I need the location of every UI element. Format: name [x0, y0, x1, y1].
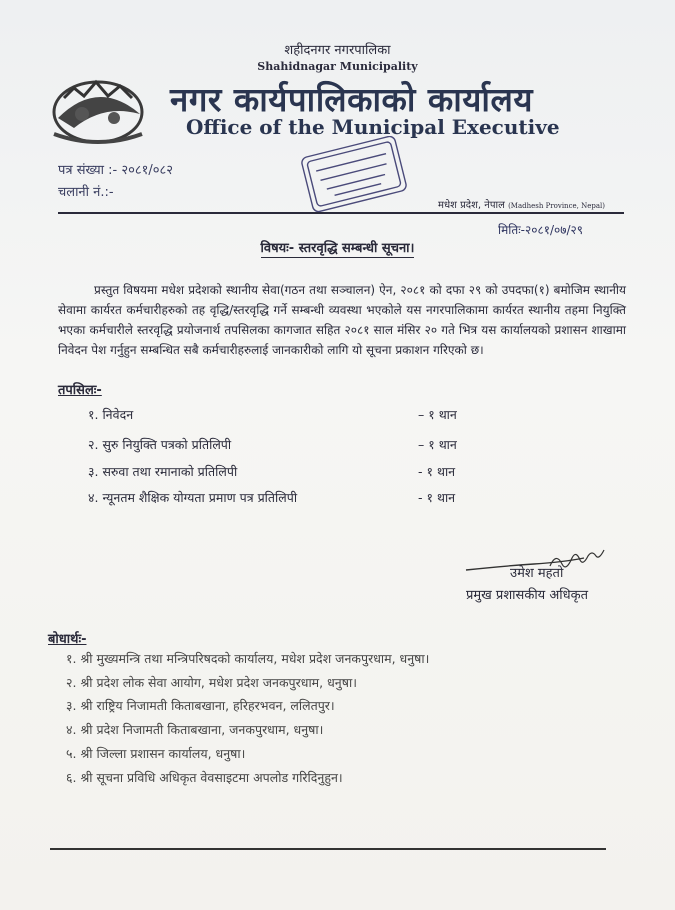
address-en: (Madhesh Province, Nepal) — [508, 202, 605, 210]
official-stamp-icon — [298, 136, 410, 212]
cc-item: २. श्री प्रदेश लोक सेवा आयोग, मधेश प्रदेश जनकपुरधाम, धनुषा। — [66, 675, 357, 690]
details-qty: - १ थान — [418, 490, 456, 505]
reference-number: पत्र संख्या :- २०८१/०८२ — [58, 163, 174, 178]
details-qty: - १ थान — [418, 464, 456, 479]
cc-heading: बोधार्थः- — [48, 632, 87, 647]
signer-title: प्रमुख प्रशासकीय अधिकृत — [466, 588, 589, 603]
dispatch-number: चलानी नं.:- — [58, 185, 114, 200]
signer-name: उमेश महतो — [510, 566, 564, 581]
cc-item: ३. श्री राष्ट्रिय निजामती किताबखाना, हरिहरभवन, ललितपुर। — [66, 698, 335, 713]
municipality-name-np: शहीदनगर नगरपालिका — [284, 43, 391, 58]
footer-divider — [50, 848, 606, 850]
cc-item: ६. श्री सूचना प्रविधि अधिकृत वेवसाइटमा अपलोड गरिदिनुहुन। — [66, 770, 343, 785]
cc-item: ५. श्री जिल्ला प्रशासन कार्यालय, धनुषा। — [66, 746, 246, 761]
office-title-en: Office of the Municipal Executive — [186, 115, 560, 139]
address — [438, 197, 605, 211]
details-qty: – १ थान — [418, 437, 457, 452]
body-paragraph: प्रस्तुत विषयमा मधेश प्रदेशको स्थानीय सेवा(गठन तथा सञ्चालन) ऐन, २०८१ को दफा २९ को उपदफा(१) बमोजिम स्थानीय सेवामा कार्यरत कर्मचारीहरुको तह वृद्धि/स्तरवृद्धि गर्ने सम्बन्धी व्यवस्था भएकोले यस नगरपालिकामा कार्यरत स्थानीय तहमा नियुक्ति भएका कर्मचारीले स्तरवृद्धि प्रयोजनार्थ तपसिलका कागजात सहित २०८१ साल मंसिर २० गते भित्र यस कार्यालयको प्रशासन शाखामा निवेदन पेश गर्नुहुन सम्बन्धित सबै कर्मचारीहरुलाई जानकारीको लागि यो सूचना प्रकाशन गरिएको छ। — [58, 283, 626, 357]
details-heading: तपसिलः- — [58, 383, 102, 398]
details-item: ४. न्यूनतम शैक्षिक योग्यता प्रमाण पत्र प्रतिलिपी — [88, 490, 298, 505]
details-qty: – १ थान — [418, 407, 457, 422]
nepal-emblem-icon — [44, 68, 152, 148]
details-item: १. निवेदन — [88, 407, 134, 422]
cc-item: १. श्री मुख्यमन्त्रि तथा मन्त्रिपरिषदको कार्यालय, मधेश प्रदेश जनकपुरधाम, धनुषा। — [66, 651, 430, 666]
header-divider — [58, 212, 624, 214]
address-np: मधेश प्रदेश, नेपाल — [438, 200, 505, 211]
subject-line — [0, 238, 675, 256]
details-item: २. सुरु नियुक्ति पत्रको प्रतिलिपी — [88, 437, 232, 452]
cc-item: ४. श्री प्रदेश निजामती किताबखाना, जनकपुरधाम, धनुषा। — [66, 722, 324, 737]
subject-text: विषयः- स्तरवृद्धि सम्बन्धी सूचना। — [260, 241, 415, 256]
details-item: ३. सरुवा तथा रमानाको प्रतिलिपी — [88, 464, 238, 479]
municipality-name-en: Shahidnagar Municipality — [257, 60, 418, 73]
letter-date: मितिः-२०८१/०७/२९ — [498, 223, 583, 237]
office-title-np: नगर कार्यपालिकाको कार्यालय — [170, 80, 533, 119]
